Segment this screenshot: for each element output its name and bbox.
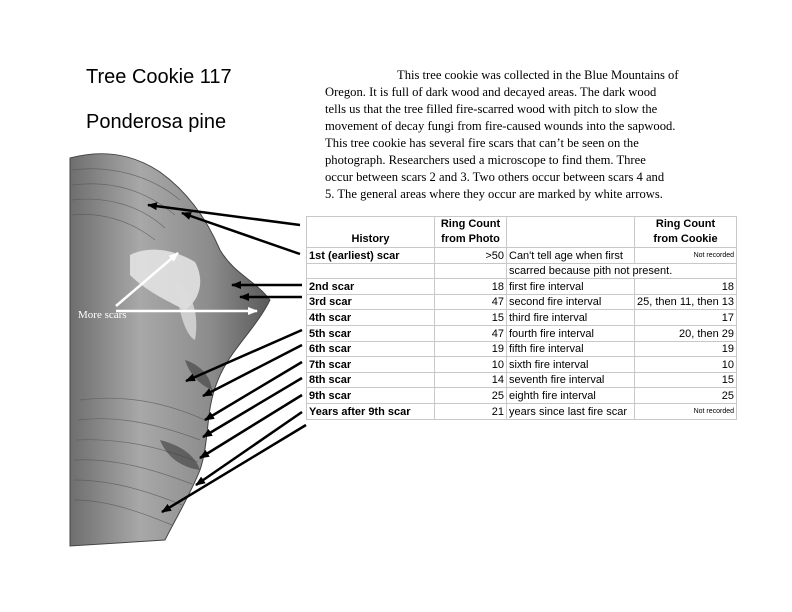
paragraph-line: This tree cookie has several fire scars that can’t be seen on the — [325, 136, 639, 150]
paragraph-line: 5. The general areas where they occur are marked by white arrows. — [325, 187, 663, 201]
photo-header-line1: Ring Count — [440, 218, 501, 230]
table-row — [307, 248, 737, 264]
interval-cell: fourth fire interval — [507, 325, 635, 341]
photo-count-cell: 25 — [435, 388, 507, 404]
paragraph-line: tells us that the tree filled fire-scarred wood with pitch to slow the — [325, 102, 658, 116]
photo-count-cell: 21 — [435, 403, 507, 419]
paragraph-line: This tree cookie was collected in the Blue Mountains of — [397, 68, 679, 82]
event-cell: 8th scar — [307, 372, 435, 388]
blank-header — [507, 217, 635, 248]
scar-arrow — [203, 378, 302, 437]
event-cell: 3rd scar — [307, 294, 435, 310]
photo-count-cell: >50 — [435, 248, 507, 264]
table-row — [307, 372, 737, 388]
cookie-count-cell: Not recorded — [635, 248, 737, 264]
scar-arrow — [196, 412, 302, 485]
cookie-header — [635, 217, 737, 248]
history-header: History — [307, 217, 435, 248]
interval-cell: fifth fire interval — [507, 341, 635, 357]
photo-header-line2: from Photo — [441, 233, 500, 245]
page-title: Tree Cookie 117 — [86, 66, 232, 88]
photo-count-cell: 10 — [435, 357, 507, 373]
cookie-header-line2: from Cookie — [653, 233, 718, 245]
photo-count-cell — [435, 263, 507, 279]
cookie-count-cell: 10 — [635, 357, 737, 373]
event-cell: 9th scar — [307, 388, 435, 404]
table-row — [307, 357, 737, 373]
table-row — [307, 263, 737, 279]
photo-header — [435, 217, 507, 248]
event-cell: 6th scar — [307, 341, 435, 357]
interval-cell: years since last fire scar — [507, 403, 635, 419]
table-header-row — [307, 217, 737, 248]
event-cell: 1st (earliest) scar — [307, 248, 435, 264]
cookie-wood-section — [70, 154, 270, 546]
interval-cell: seventh fire interval — [507, 372, 635, 388]
cookie-count-cell: 15 — [635, 372, 737, 388]
event-cell: 4th scar — [307, 310, 435, 326]
table-row — [307, 310, 737, 326]
interval-cell: eighth fire interval — [507, 388, 635, 404]
table-row — [307, 279, 737, 295]
interval-cell: third fire interval — [507, 310, 635, 326]
table-row — [307, 388, 737, 404]
photo-count-cell: 19 — [435, 341, 507, 357]
more-scars-label: More scars — [78, 309, 127, 321]
cookie-count-cell: 20, then 29 — [635, 325, 737, 341]
cookie-count-cell: 25 — [635, 388, 737, 404]
cookie-count-cell: 19 — [635, 341, 737, 357]
event-cell: 7th scar — [307, 357, 435, 373]
interval-cell: Can't tell age when first — [507, 248, 635, 264]
photo-count-cell: 47 — [435, 325, 507, 341]
table-row — [307, 294, 737, 310]
event-cell: Years after 9th scar — [307, 403, 435, 419]
table-row — [307, 403, 737, 419]
photo-count-cell: 18 — [435, 279, 507, 295]
species-name: Ponderosa pine — [86, 111, 227, 133]
cookie-count-cell: 17 — [635, 310, 737, 326]
event-cell — [307, 263, 435, 279]
interval-cell: sixth fire interval — [507, 357, 635, 373]
photo-count-cell: 15 — [435, 310, 507, 326]
paragraph-line: occur between scars 2 and 3. Two others occur between scars 4 and — [325, 170, 665, 184]
photo-count-cell: 47 — [435, 294, 507, 310]
event-cell: 2nd scar — [307, 279, 435, 295]
paragraph-line: Oregon. It is full of dark wood and decayed areas. The dark wood — [325, 85, 657, 99]
cookie-header-line1: Ring Count — [655, 218, 716, 230]
cookie-count-cell: 18 — [635, 279, 737, 295]
interval-cell: second fire interval — [507, 294, 635, 310]
paragraph-line: movement of decay fungi from fire-caused wounds into the sapwood. — [325, 119, 676, 133]
fire-history-table — [306, 216, 737, 420]
interval-cell: scarred because pith not present. — [507, 263, 737, 279]
table-row — [307, 341, 737, 357]
paragraph-line: photograph. Researchers used a microscope to find them. Three — [325, 153, 646, 167]
event-cell: 5th scar — [307, 325, 435, 341]
photo-count-cell: 14 — [435, 372, 507, 388]
cookie-count-cell: 25, then 11, then 13 — [635, 294, 737, 310]
table-row — [307, 325, 737, 341]
interval-cell: first fire interval — [507, 279, 635, 295]
cookie-count-cell: Not recorded — [635, 403, 737, 419]
